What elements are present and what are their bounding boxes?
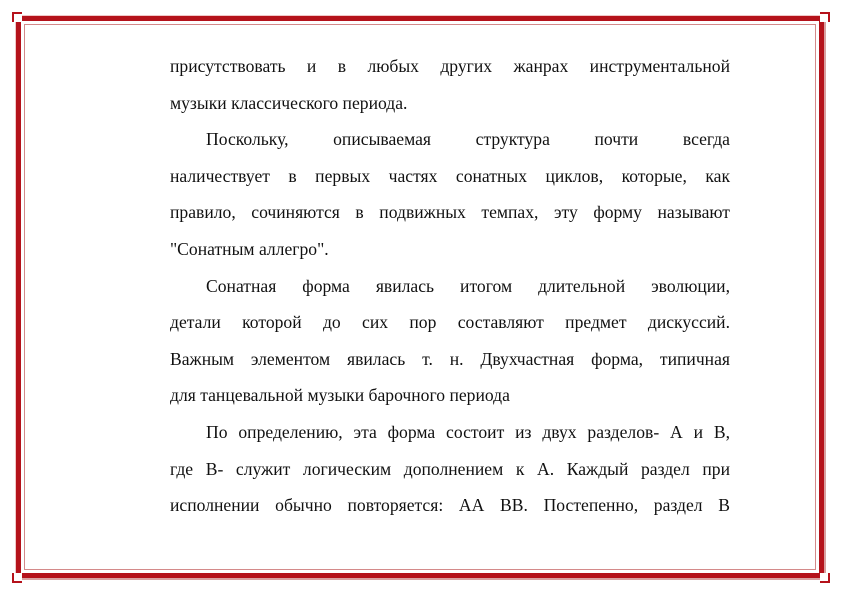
text-line: наличествует в первых частях сонатных циклов, которые, как: [170, 165, 730, 186]
text-line: где В- служит логическим дополнением к А. Каждый раздел при: [170, 458, 730, 479]
body-text: [170, 48, 730, 524]
text-line: Важным элементом явилась т. н. Двухчастная форма, типичная: [170, 348, 730, 369]
text-line: для танцевальной музыки барочного периода: [170, 385, 510, 406]
text-line: исполнении обычно повторяется: АА ВВ. Постепенно, раздел В: [170, 495, 730, 516]
frame-corner-top-left: [12, 12, 22, 22]
text-line: Поскольку, описываемая структура почти всегда: [206, 129, 730, 150]
text-line: "Сонатным аллегро".: [170, 238, 329, 259]
text-line: присутствовать и в любых других жанрах инструментальной: [170, 56, 730, 76]
frame-corner-bottom-left: [12, 573, 22, 583]
frame-corner-bottom-right: [820, 573, 830, 583]
text-line: По определению, эта форма состоит из двух разделов- А и В,: [206, 421, 730, 442]
text-line: правило, сочиняются в подвижных темпах, эту форму называют: [170, 202, 730, 223]
text-line: детали которой до сих пор составляют предмет дискуссий.: [170, 312, 730, 333]
text-line: Сонатная форма явилась итогом длительной эволюции,: [206, 275, 730, 296]
frame-corner-top-right: [820, 12, 830, 22]
text-line: музыки классического периода.: [170, 92, 408, 113]
